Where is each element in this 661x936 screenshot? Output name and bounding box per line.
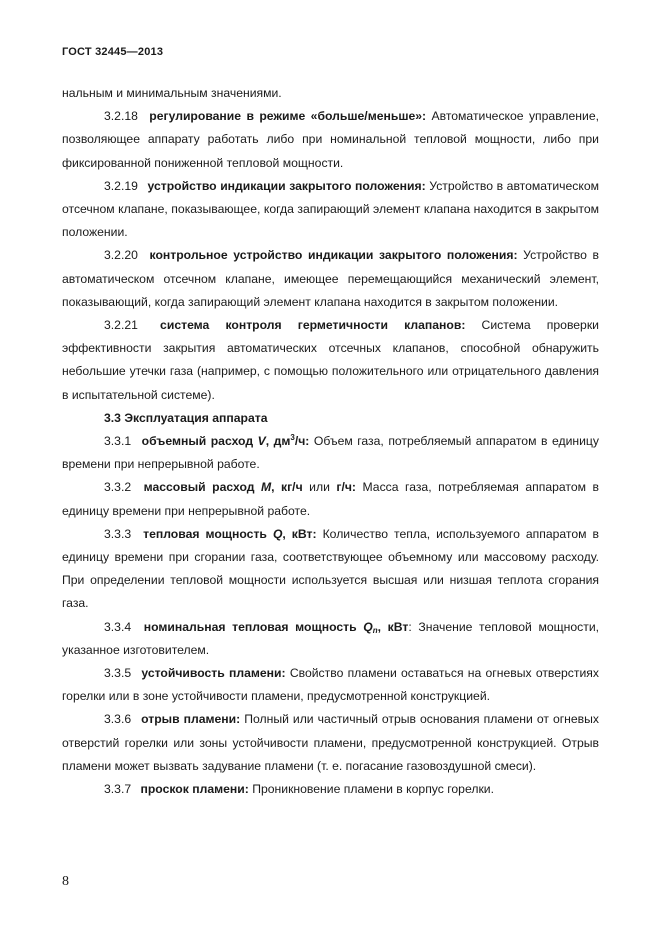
term: устройство индикации закрытого положения: [147, 178, 426, 193]
term [144, 620, 409, 634]
document-body [62, 82, 599, 801]
term-text: массовый расход [143, 480, 255, 495]
clause-number: 3.2.19 [104, 178, 138, 193]
symbol: Q [363, 619, 373, 634]
section-heading: 3.3 Эксплуатация аппарата [104, 410, 268, 425]
clause-number: 3.3.2 [104, 480, 132, 495]
definition-text: : Значение тепловой мощности, указанное изготовителем. [62, 619, 600, 657]
term: система контроля герметичности клапанов: [160, 318, 466, 333]
definition-3-3-4 [62, 616, 599, 662]
definition-3-3-7 [62, 778, 599, 801]
clause-number: 3.3.1 [104, 434, 132, 449]
term-text: объемный расход [141, 434, 254, 449]
term: регулирование в режиме «больше/меньше»: [149, 109, 427, 124]
definition-3-2-21 [62, 314, 599, 407]
term [143, 527, 316, 541]
definition-text: Проникновение пламени в корпус горелки. [252, 782, 494, 797]
clause-number: 3.2.20 [104, 248, 138, 263]
definition-text: Масса газа, потребляемая аппаратом в единицу времени при непрерывной работе. [62, 480, 599, 518]
definition-text: Полный или частичный отрыв основания пламени от огневых отверстий горелки или зоны устойчивости пламени, предусмотренной конструкцией. Отрыв пламени может вызвать задувание пламени (т. е. погасание газовоздушной смеси). [62, 712, 599, 773]
definition-3-3-2 [62, 476, 599, 522]
term [142, 434, 310, 448]
definition-text: Устройство в автоматическом отсечном клапане, показывающее, когда запирающий элемент клапана находится в закрытом положении. [62, 178, 600, 240]
definition-3-3-5 [62, 662, 599, 708]
clause-number: 3.3.3 [104, 526, 132, 541]
unit: , дм [265, 434, 291, 449]
definition-3-2-18 [62, 105, 599, 175]
clause-number: 3.3.5 [104, 666, 132, 681]
unit-suffix: /ч: [294, 434, 310, 449]
definition-text: Свойство пламени оставаться на огневых отверстиях горелки или в зоне устойчивости пламени, предусмотренной конструкцией. [62, 666, 599, 704]
definition-text: Автоматическое управление, позволяющее аппарату работать либо при номинальной тепловой мощности, либо при фиксированной пониженной тепловой мощности. [62, 109, 600, 170]
definition-3-2-19 [62, 175, 599, 245]
symbol: Q [272, 526, 283, 541]
term-text: тепловая мощность [143, 526, 267, 541]
definition-text: Устройство в автоматическом отсечном клапане, имеющее перемещающийся механический элемент, показывающий, когда запирающий элемент клапана находится в закрытом положении. [62, 248, 599, 309]
term-text: номинальная тепловая мощность [143, 619, 357, 634]
term [144, 480, 303, 494]
term: проскок пламени: [140, 782, 249, 797]
clause-number: 3.3.7 [104, 782, 132, 797]
clause-number: 3.3.6 [104, 712, 132, 727]
term: устойчивость пламени: [141, 666, 286, 681]
unit: , кВт [377, 619, 409, 634]
definition-text: Система проверки эффективности закрытия автоматических отсечных клапанов, способной обнаружить небольшие утечки газа (например, с помощью положительного или отрицательного давления в испытательной системе). [62, 318, 599, 402]
unit: , кг/ч [271, 480, 303, 495]
definition-3-3-3 [62, 523, 599, 616]
symbol: M [260, 480, 272, 495]
conjunction: или [309, 480, 330, 495]
term: отрыв пламени: [141, 712, 241, 727]
unit: , кВт: [282, 526, 317, 541]
definition-text: Объем газа, потребляемый аппаратом в единицу времени при непрерывной работе. [62, 434, 599, 472]
clause-number: 3.2.18 [104, 109, 138, 124]
term: контрольное устройство индикации закрытого положения: [149, 248, 518, 263]
document-header: ГОСТ 32445—2013 [62, 46, 164, 58]
definition-3-3-1 [62, 430, 599, 476]
definition-3-3-6 [62, 708, 599, 778]
definition-text: Количество тепла, используемого аппаратом в единицу времени при сгорании газа, соответствующее объемному или массовому расходу. При определении тепловой мощности используется высшая или низшая теплота сгорания газа. [62, 526, 599, 611]
symbol: V [257, 434, 266, 449]
unit-exponent: 3 [290, 433, 295, 443]
clause-number: 3.2.21 [104, 318, 138, 333]
page-number: 8 [62, 874, 69, 889]
symbol-subscript: n [372, 625, 378, 635]
continuation-text: нальным и минимальным значениями. [62, 86, 282, 100]
unit-alt: г/ч: [336, 480, 356, 495]
clause-number: 3.3.4 [104, 619, 132, 634]
definition-3-2-20 [62, 244, 599, 314]
